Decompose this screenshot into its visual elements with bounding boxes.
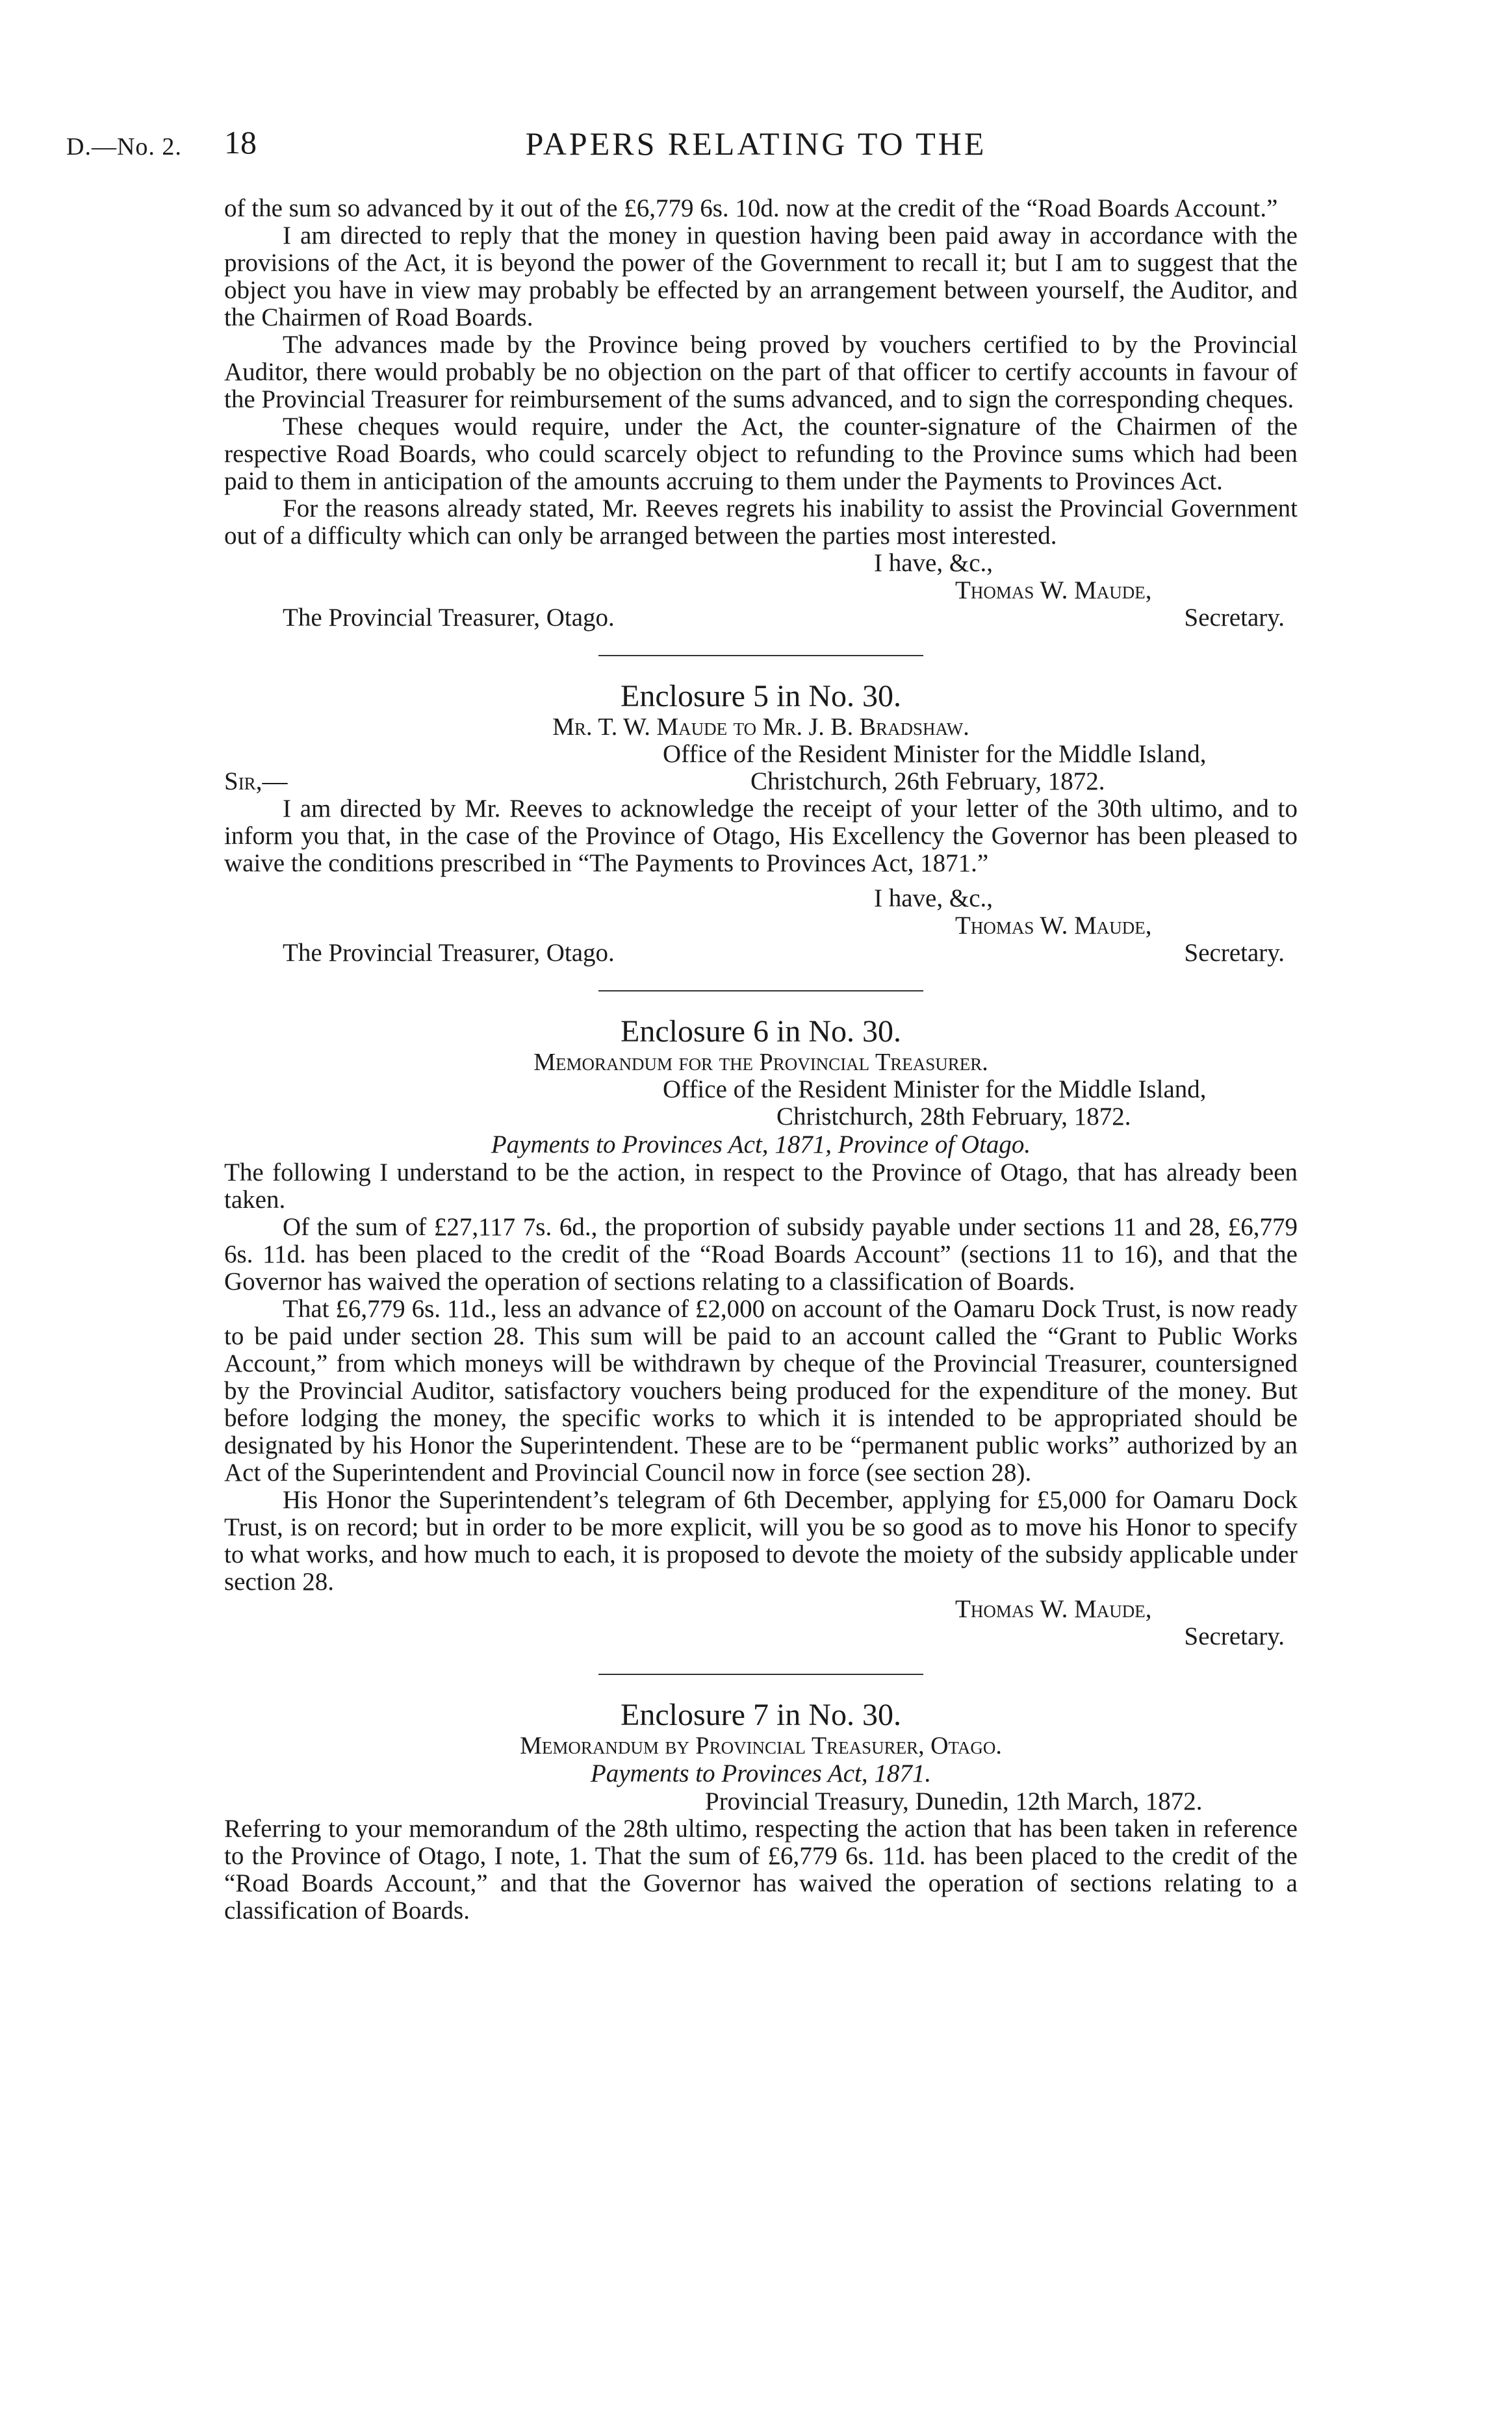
paragraph: of the sum so advanced by it out of the £6,779 6s. 10d. now at the credit of the “Road Boards Account.” xyxy=(224,194,1278,222)
addressee: The Provincial Treasurer, Otago. xyxy=(283,939,615,967)
paragraph: Referring to your memorandum of the 28th ultimo, respecting the action that has been taken in reference to the Province of Otago, I note, 1. That the sum of £6,779 6s. 11d. has been placed to the credit of the “Road Boards Account,” and that the Governor has waived the operation of sections relating to a classification of Boards. xyxy=(224,1815,1298,1925)
letter-continuation xyxy=(224,195,1298,632)
paragraph: The following I understand to be the action, in respect to the Province of Otago, that has already been taken. xyxy=(224,1158,1298,1214)
paragraph: I am directed to reply that the money in question having been paid away in accordance with the provisions of the Act, it is beyond the power of the Government to recall it; but I am to suggest that the object you have in view may probably be effected by an arrangement between yourself, the Auditor, and the Chairmen of Road Boards. xyxy=(224,222,1298,331)
office-line: Office of the Resident Minister for the Middle Island, xyxy=(663,740,1207,768)
page-number: 18 xyxy=(224,124,257,160)
enclosure-7 xyxy=(224,1698,1298,1925)
signer: Thomas W. Maude, xyxy=(955,1595,1152,1623)
closing: I have, &c., xyxy=(874,884,993,912)
enclosure-6 xyxy=(224,1015,1298,1650)
paragraph: The advances made by the Province being proved by vouchers certified to by the Provincial Auditor, there would probably be no objection on the part of that officer to certify accounts in favour of the Provincial Treasurer for reimbursement of the sums advanced, and to sign the corresponding cheques. xyxy=(224,331,1298,413)
enclosure-title: Enclosure 5 in No. 30. xyxy=(621,679,901,713)
divider xyxy=(598,990,923,991)
paragraph: Of the sum of £27,117 7s. 6d., the proportion of subsidy payable under sections 11 and 28, £6,779 6s. 11d. has been placed to the credit of the “Road Boards Account” (sections 11 to 16), and that the Governor has waived the operation of sections relating to a classification of Boards. xyxy=(224,1213,1298,1296)
date-line: Provincial Treasury, Dunedin, 12th March, 1872. xyxy=(705,1787,1203,1815)
enclosure-title: Enclosure 7 in No. 30. xyxy=(621,1698,901,1732)
enclosure-title: Enclosure 6 in No. 30. xyxy=(621,1014,901,1049)
office-line: Office of the Resident Minister for the Middle Island, xyxy=(663,1075,1207,1103)
date-line: Christchurch, 28th February, 1872. xyxy=(776,1103,1131,1131)
paragraph: For the reasons already stated, Mr. Reeves regrets his inability to assist the Provincial Government out of a difficulty which can only be arranged between the parties most interested. xyxy=(224,494,1298,550)
paragraph: That £6,779 6s. 11d., less an advance of £2,000 on account of the Oamaru Dock Trust, is now ready to be paid under section 28. This sum will be paid to an account called the “Grant to Public Works Account,” from which moneys will be withdrawn by cheque of the Provincial Treasurer, countersigned by the Provincial Auditor, satisfactory vouchers being produced for the expenditure of the money. But before lodging the money, the specific works to which it is intended to be appropriated should be designated by his Honor the Superintendent. These are to be “permanent public works” authorized by an Act of the Superintendent and Provincial Council now in force (see section 28). xyxy=(224,1295,1298,1487)
signer-role: Secretary. xyxy=(1184,939,1285,967)
addressee: The Provincial Treasurer, Otago. xyxy=(283,604,615,632)
enclosure-subtitle: Mr. T. W. Maude to Mr. J. B. Bradshaw. xyxy=(552,713,969,741)
running-title: PAPERS RELATING TO THE xyxy=(525,125,987,162)
act-title: Payments to Provinces Act, 1871, Province of Otago. xyxy=(491,1131,1031,1158)
enclosure-subtitle: Memorandum for the Provincial Treasurer. xyxy=(533,1049,988,1076)
paragraph: These cheques would require, under the Act, the counter-signature of the Chairmen of the respective Road Boards, who could scarcely object to refunding to the Province sums which had been paid to them in anticipation of the amounts accruing to them under the Payments to Provinces Act. xyxy=(224,413,1298,495)
signer-role: Secretary. xyxy=(1184,1622,1285,1650)
date-line: Christchurch, 26th February, 1872. xyxy=(750,767,1105,795)
signer: Thomas W. Maude, xyxy=(955,912,1152,940)
signer: Thomas W. Maude, xyxy=(955,576,1152,604)
signer-role: Secretary. xyxy=(1184,604,1285,632)
enclosure-5 xyxy=(224,680,1298,967)
paragraph: His Honor the Superintendent’s telegram of 6th December, applying for £5,000 for Oamaru Dock Trust, is on record; but in order to be more explicit, will you be so good as to move his Honor to specify to what works, and how much to each, it is proposed to devote the moiety of the subsidy applicable under section 28. xyxy=(224,1486,1298,1596)
act-title: Payments to Provinces Act, 1871. xyxy=(590,1759,932,1787)
salutation: Sir,— xyxy=(224,767,288,795)
document-reference: D.—No. 2. xyxy=(66,133,182,160)
divider xyxy=(598,1674,923,1675)
document-body xyxy=(224,195,1298,1925)
enclosure-subtitle: Memorandum by Provincial Treasurer, Otago. xyxy=(520,1732,1002,1759)
divider xyxy=(598,655,923,656)
page-header xyxy=(0,123,1512,169)
closing: I have, &c., xyxy=(874,549,993,577)
paragraph: I am directed by Mr. Reeves to acknowledge the receipt of your letter of the 30th ultimo, and to inform you that, in the case of the Province of Otago, His Excellency the Governor has been pleased to waive the conditions prescribed in “The Payments to Provinces Act, 1871.” xyxy=(224,795,1298,877)
